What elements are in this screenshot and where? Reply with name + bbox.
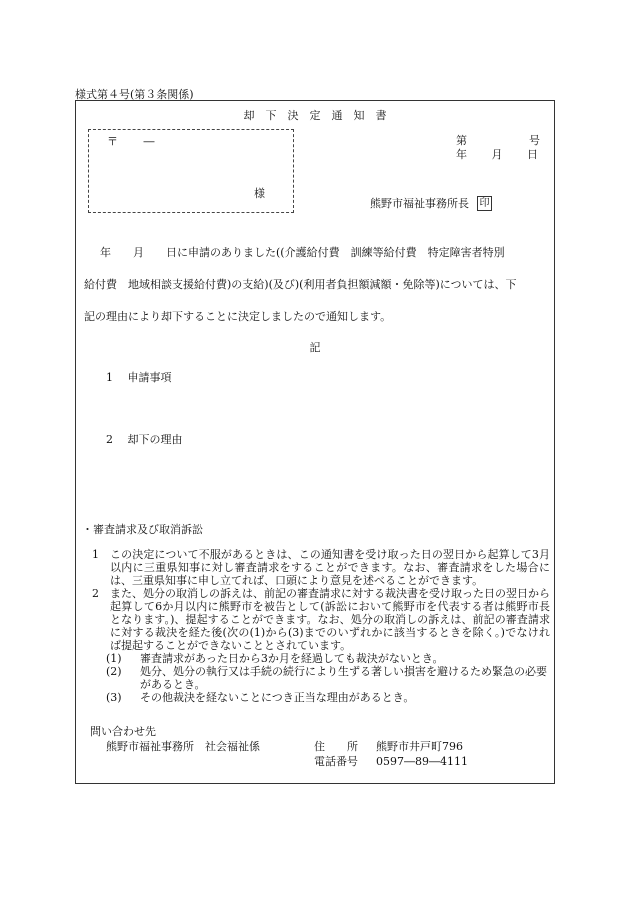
recipient-honorific: 様 xyxy=(254,187,265,200)
condition-text: その他裁決を経ないことにつき正当な理由があるとき。 xyxy=(140,691,415,704)
postal-code-field: 〒 ― xyxy=(107,135,155,148)
body-line-3: 記の理由により却下することに決定しましたので通知します。 xyxy=(84,310,392,323)
issuer xyxy=(370,195,492,211)
body-line-1: 年 月 日に申請のありました((介護給付費 訓練等給付費 特定障害者特別 xyxy=(100,246,505,259)
paragraph-number: 2 xyxy=(92,587,99,600)
appeal-paragraph xyxy=(92,587,550,652)
condition-number: (1) xyxy=(106,652,122,665)
paragraph-number: 1 xyxy=(92,548,99,561)
document-number-block xyxy=(456,132,540,160)
condition-number: (2) xyxy=(106,665,122,678)
appeal-heading: ・審査請求及び取消訴訟 xyxy=(82,523,203,536)
body-line-2: 給付費 地域相談支援給付費)の支給)(及び)(利用者負担額減額・免除等)については、下 xyxy=(84,278,517,291)
recipient-address-box xyxy=(88,129,294,213)
date-year: 年 xyxy=(456,148,467,161)
appeal-condition xyxy=(92,665,550,691)
appeal-condition xyxy=(92,652,550,665)
issuer-name: 熊野市福祉事務所長 xyxy=(370,197,469,210)
notice-frame xyxy=(75,100,555,784)
contact-address: 熊野市井戸町796 xyxy=(376,740,463,753)
paragraph-text: また、処分の取消しの訴えは、前記の審査請求に対する裁決書を受け取った日の翌日から起算して6か月以内に熊野市を被告として(訴訟において熊野市を代表する者は熊野市長となります。)、提起することができます。なお、処分の取消しの訴えは、前記の審査請求に対する裁決を経た後(次の(1)から(3)までのいずれかに該当するときを除く。)でなければ提起することができないこととされています。 xyxy=(110,587,550,652)
condition-text: 審査請求があった日から3か月を経過しても裁決がないとき。 xyxy=(140,652,444,665)
doc-number-label: 第 xyxy=(456,134,467,147)
item-label: 却下の理由 xyxy=(127,433,183,446)
appeal-section xyxy=(92,548,550,704)
paragraph-text: この決定について不服があるときは、この通知書を受け取った日の翌日から起算して3月以内に三重県知事に対し審査請求をすることができます。なお、審査請求をした場合には、三重県知事に申し立てれば、口頭により意見を述べることができます。 xyxy=(110,548,550,587)
document-title: 却下決定通知書 xyxy=(243,109,398,122)
condition-text: 処分、処分の執行又は手続の続行により生ずる著しい損害を避けるため緊急の必要があるとき。 xyxy=(140,665,547,691)
seal-icon: 印 xyxy=(477,196,492,211)
date-month: 月 xyxy=(491,148,503,161)
item-reason xyxy=(106,431,183,447)
item-label: 申請事項 xyxy=(127,371,172,384)
contact-office: 熊野市福祉事務所 社会福祉係 xyxy=(106,740,260,753)
ki-heading: 記 xyxy=(309,341,321,354)
date-day: 日 xyxy=(527,148,538,161)
appeal-paragraph xyxy=(92,548,550,587)
item-number: 2 xyxy=(106,433,113,446)
contact-phone: 0597―89―4111 xyxy=(376,755,468,768)
appeal-condition xyxy=(92,691,550,704)
condition-number: (3) xyxy=(106,691,122,704)
contact-title: 問い合わせ先 xyxy=(90,725,156,738)
notice-body xyxy=(84,237,550,333)
contact-block xyxy=(90,724,468,769)
form-number: 様式第４号(第３条関係) xyxy=(75,88,194,101)
phone-label: 電話番号 xyxy=(314,755,358,768)
doc-number-suffix: 号 xyxy=(529,134,540,147)
item-number: 1 xyxy=(106,371,113,384)
item-application xyxy=(106,369,172,385)
address-label: 住 所 xyxy=(314,740,358,753)
